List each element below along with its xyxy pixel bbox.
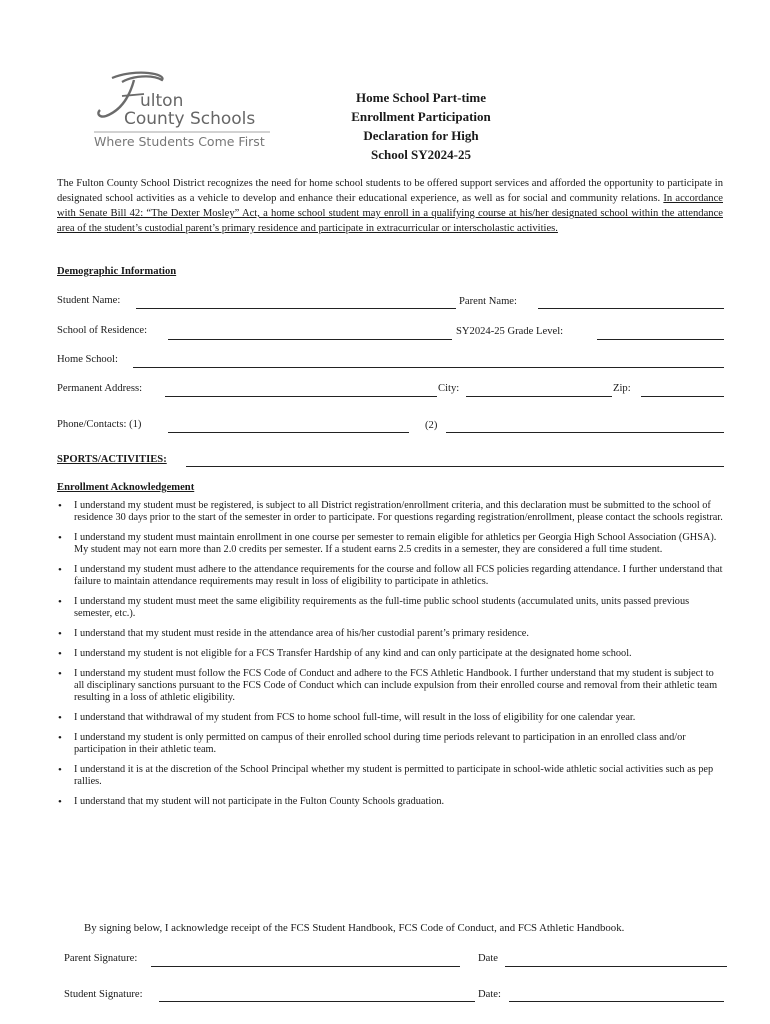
permanent-address-label: Permanent Address: [57,383,143,394]
logo-tagline: Where Students Come First [94,134,265,149]
zip-label: Zip: [613,383,631,394]
student-name-field[interactable] [136,308,456,309]
phone-contact-2-label: (2) [425,420,438,431]
permanent-address-field[interactable] [165,396,437,397]
acknowledgement-item: • I understand my student must follow the FCS Code of Conduct and adhere to the FCS Athletic Handbook. I further understand that my student is subject to all disciplinary sanctions pursuant to the FCS Code of Conduct which can include expulsion from their enrolled course and removal from their athletic team resulting in a loss of athletic eligibility. [57,668,723,704]
student-signature-label: Student Signature: [64,989,143,1000]
parent-signature-field[interactable] [151,966,460,967]
student-name-label: Student Name: [57,295,121,306]
sports-activities-field[interactable] [186,466,724,467]
title-line: School SY2024-25 [370,147,472,162]
grade-level-label: SY2024-25 Grade Level: [456,326,564,337]
acknowledgement-item: • I understand that my student will not participate in the Fulton County Schools graduation. [57,796,723,808]
title-line: Enrollment Participation [351,109,491,124]
acknowledgement-item: • I understand it is at the discretion of the School Principal whether my student is permitted to participate in school-wide athletic social activities such as pep rallies. [57,764,723,788]
document-title [316,88,526,164]
parent-date-label: Date [478,953,498,964]
acknowledgement-item: • I understand that my student must reside in the attendance area of his/her custodial parent’s primary residence. [57,628,723,640]
sports-activities-heading: SPORTS/ACTIVITIES: [57,454,167,465]
acknowledgement-item: • I understand my student is only permitted on campus of their enrolled school during time periods relevant to participation in an enrolled class and/or participation in their athletic team. [57,732,723,756]
title-line: Declaration for High [363,128,479,143]
school-residence-label: School of Residence: [57,325,148,336]
grade-level-field[interactable] [597,339,724,340]
intro-paragraph [57,176,723,236]
city-label: City: [438,383,460,394]
acknowledgement-item: • I understand my student must be registered, is subject to all District registration/enrollment criteria, and this declaration must be submitted to the school of residence 30 days prior to the start of the semester in order to participate. For questions regarding registration/enrollment, please contact the schools registrar. [57,500,723,524]
parent-name-label: Parent Name: [459,296,517,307]
acknowledgement-item: • I understand that withdrawal of my student from FCS to home school full-time, will result in the loss of eligibility for one calendar year. [57,712,723,724]
school-residence-field[interactable] [168,339,452,340]
phone-contact-1-field[interactable] [168,432,409,433]
zip-field[interactable] [641,396,724,397]
logo-line2: County Schools [124,109,256,129]
acknowledgement-item: • I understand my student must meet the same eligibility requirements as the full-time public school students (accumulated units, units passed previous semester, etc.). [57,596,723,620]
parent-signature-label: Parent Signature: [64,953,138,964]
student-signature-field[interactable] [159,1001,475,1002]
acknowledgement-list [57,500,723,816]
phone-contact-2-field[interactable] [446,432,724,433]
student-date-field[interactable] [509,1001,724,1002]
student-date-label: Date: [478,989,501,1000]
phone-contact-1-label: Phone/Contacts: (1) [57,419,142,430]
home-school-field[interactable] [133,367,724,368]
acknowledgement-heading: Enrollment Acknowledgement [57,482,195,493]
logo-line1: ulton [140,91,184,111]
acknowledgement-item: • I understand my student must maintain enrollment in one course per semester to remain eligible for athletics per Georgia High School Association (GHSA). My student may not earn more than 2.0 credits per semester. If a student earns 2.5 credits in a semester, they are considered a full time student. [57,532,723,556]
signature-statement: By signing below, I acknowledge receipt of the FCS Student Handbook, FCS Code of Conduct, and FCS Athletic Handbook. [84,922,625,934]
demographic-heading: Demographic Information [57,266,177,277]
parent-name-field[interactable] [538,308,724,309]
acknowledgement-item: • I understand my student is not eligible for a FCS Transfer Hardship of any kind and can only participate at the designated home school. [57,648,723,660]
intro-senate-bill-text: In accordance with Senate Bill 42: “The Dexter Mosley” Act, a home school student may enroll in a qualifying course at his/her designated school within the attendance area of the student’s custodial parent’s primary residence and participate in extracurricular or interscholastic activities. [57,193,723,234]
acknowledgement-item: • I understand my student must adhere to the attendance requirements for the course and follow all FCS policies regarding attendance. I further understand that failure to maintain attendance requirements may result in loss of eligibility to participate in athletics. [57,564,723,588]
parent-date-field[interactable] [505,966,727,967]
city-field[interactable] [466,396,612,397]
intro-text: The Fulton County School District recognizes the need for home school students to be offered support services and afforded the opportunity to participate in designated school activities as a vehicle to develop and enhance their educational experience, as well as for social and community relations. [57,178,723,204]
title-line: Home School Part-time [356,90,486,105]
home-school-label: Home School: [57,354,118,365]
fulton-county-schools-logo [92,70,272,150]
